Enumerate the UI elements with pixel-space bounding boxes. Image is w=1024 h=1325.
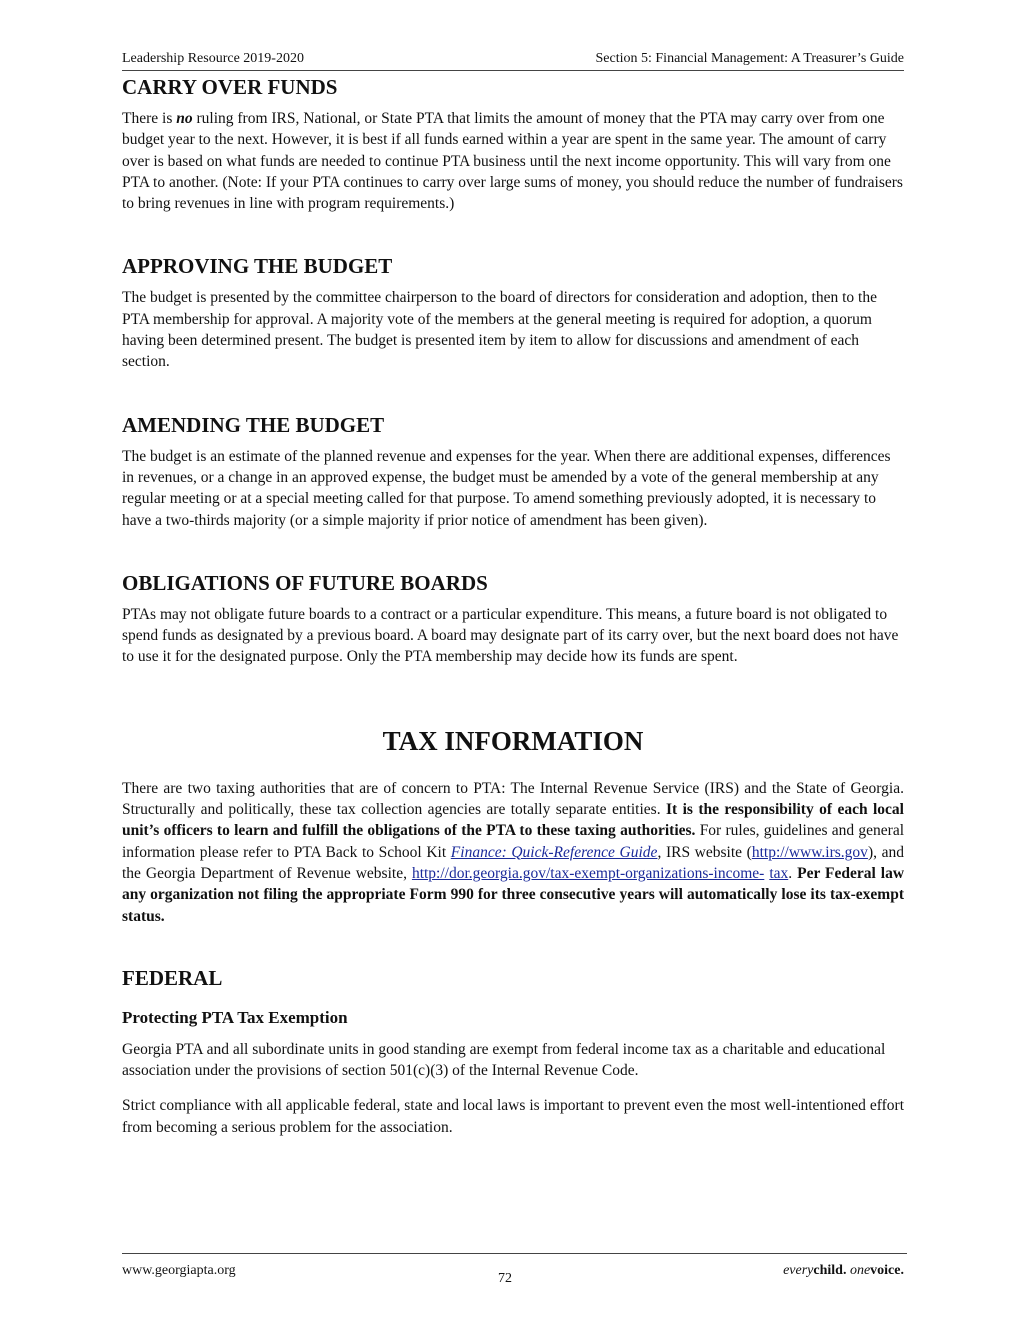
paragraph-amending-budget: The budget is an estimate of the planned revenue and expenses for the year. When there are additional expenses, differences in revenues, or a change in an approved expense, the budget must be amended by a vote of the general membership at any regular meeting or at a special meeting called for that purpose. To amend something previously adopted, it is necessary to have a two-thirds majority (or a simple majority if prior notice of amendment has been given). (122, 447, 891, 529)
text-run: , IRS website ( (657, 843, 752, 861)
heading-federal: FEDERAL (122, 965, 223, 990)
subheading-protecting-tax-exemption: Protecting PTA Tax Exemption (122, 1007, 348, 1027)
header-right-text: Section 5: Financial Management: A Treasurer’s Guide (595, 51, 904, 66)
text-run: There is (122, 110, 177, 127)
paragraph-strict-compliance: Strict compliance with all applicable federal, state and local laws is important to prevent even the most well-intentioned effort from becoming a serious problem for the association. (122, 1097, 904, 1136)
bold-federal-law-text: Per Federal law any organization not filing the appropriate Form 990 for three consecutive years will automatically lose its tax-exempt status. (122, 864, 905, 925)
footer-slogan (783, 1263, 904, 1279)
header-left-text: Leadership Resource 2019-2020 (122, 51, 304, 66)
heading-obligations-future-boards: OBLIGATIONS OF FUTURE BOARDS (122, 570, 488, 595)
slogan-every: every (783, 1263, 814, 1278)
bold-responsibility-text: It is the responsibility of each local unit’s officers to learn and fulfill the obligations of the PTA to these taxing authorities. (122, 801, 904, 840)
running-header (122, 50, 904, 71)
section-approving-budget (122, 253, 904, 372)
running-footer (122, 1253, 907, 1294)
georgia-dor-link-continued[interactable]: tax (769, 864, 789, 882)
text-run: For rules, guidelines and general information please refer to PTA Back to School Kit (122, 822, 905, 861)
page-content (122, 74, 904, 1138)
page-number: 72 (498, 1271, 512, 1286)
paragraph-carry-over-funds (122, 108, 904, 214)
paragraph-obligations-future-boards: PTAs may not obligate future boards to a contract or a particular expenditure. This means, a future board is not obligated to spend funds as designated by a previous board. A board may designate part of its carry over, but the next board does not have to use it for the designated purpose. Only the PTA membership may decide how its funds are spent. (122, 605, 899, 666)
section-obligations-future-boards (122, 570, 904, 668)
slogan-child: child. (813, 1263, 850, 1278)
section-amending-budget (122, 412, 904, 531)
paragraph-approving-budget: The budget is presented by the committee chairperson to the board of directors for consideration and adoption, then to the PTA membership for approval. A majority vote of the members at the general meeting is required for adoption, a quorum having been determined present. The budget is presented item by item to allow for discussions and amendment of each section. (122, 289, 877, 371)
section-tax-information (122, 724, 904, 927)
section-carry-over-funds (122, 74, 904, 214)
text-run: There are two taxing authorities that are of concern to PTA: The Internal Revenue Service (IRS) and the State of Georgia. Structurally and politically, these tax collection agencies are totally separate entities. (122, 779, 904, 819)
slogan-one: one (849, 1263, 871, 1278)
georgia-dor-link[interactable]: http://dor.georgia.gov/tax-exempt-organizations-income- (411, 864, 765, 882)
heading-approving-budget: APPROVING THE BUDGET (122, 254, 393, 279)
section-federal (122, 965, 904, 1138)
heading-tax-information: TAX INFORMATION (382, 725, 644, 756)
emphasis-no: no (176, 110, 193, 127)
heading-amending-budget: AMENDING THE BUDGET (122, 412, 385, 437)
irs-website-link[interactable]: http://www.irs.gov (751, 843, 868, 861)
heading-carry-over-funds: CARRY OVER FUNDS (122, 75, 338, 99)
text-run: ), and the Georgia Department of Revenue website, (122, 843, 904, 882)
finance-guide-link[interactable]: Finance: Quick-Reference Guide (450, 843, 658, 861)
text-run: ruling from IRS, National, or State PTA that limits the amount of money that the PTA may carry over from one budget year to the next. However, it is best if all funds earned within a year are spent in the same year. The amount of carry over is based on what funds are needed to continue PTA business until the next income opportunity. This will vary from one PTA to another. (Note: If your PTA continues to carry over large sums of money, you should reduce the number of fundraisers to bring revenues in line with program requirements.) (122, 110, 903, 213)
paragraph-federal-exemption: Georgia PTA and all subordinate units in good standing are exempt from federal income tax as a charitable and educational association under the provisions of section 501(c)(3) of the Internal Revenue Code. (122, 1040, 886, 1080)
text-run: . (788, 864, 798, 882)
paragraph-tax-information (122, 778, 904, 927)
footer-website: www.georgiapta.org (122, 1263, 236, 1278)
slogan-voice: voice. (870, 1263, 904, 1278)
